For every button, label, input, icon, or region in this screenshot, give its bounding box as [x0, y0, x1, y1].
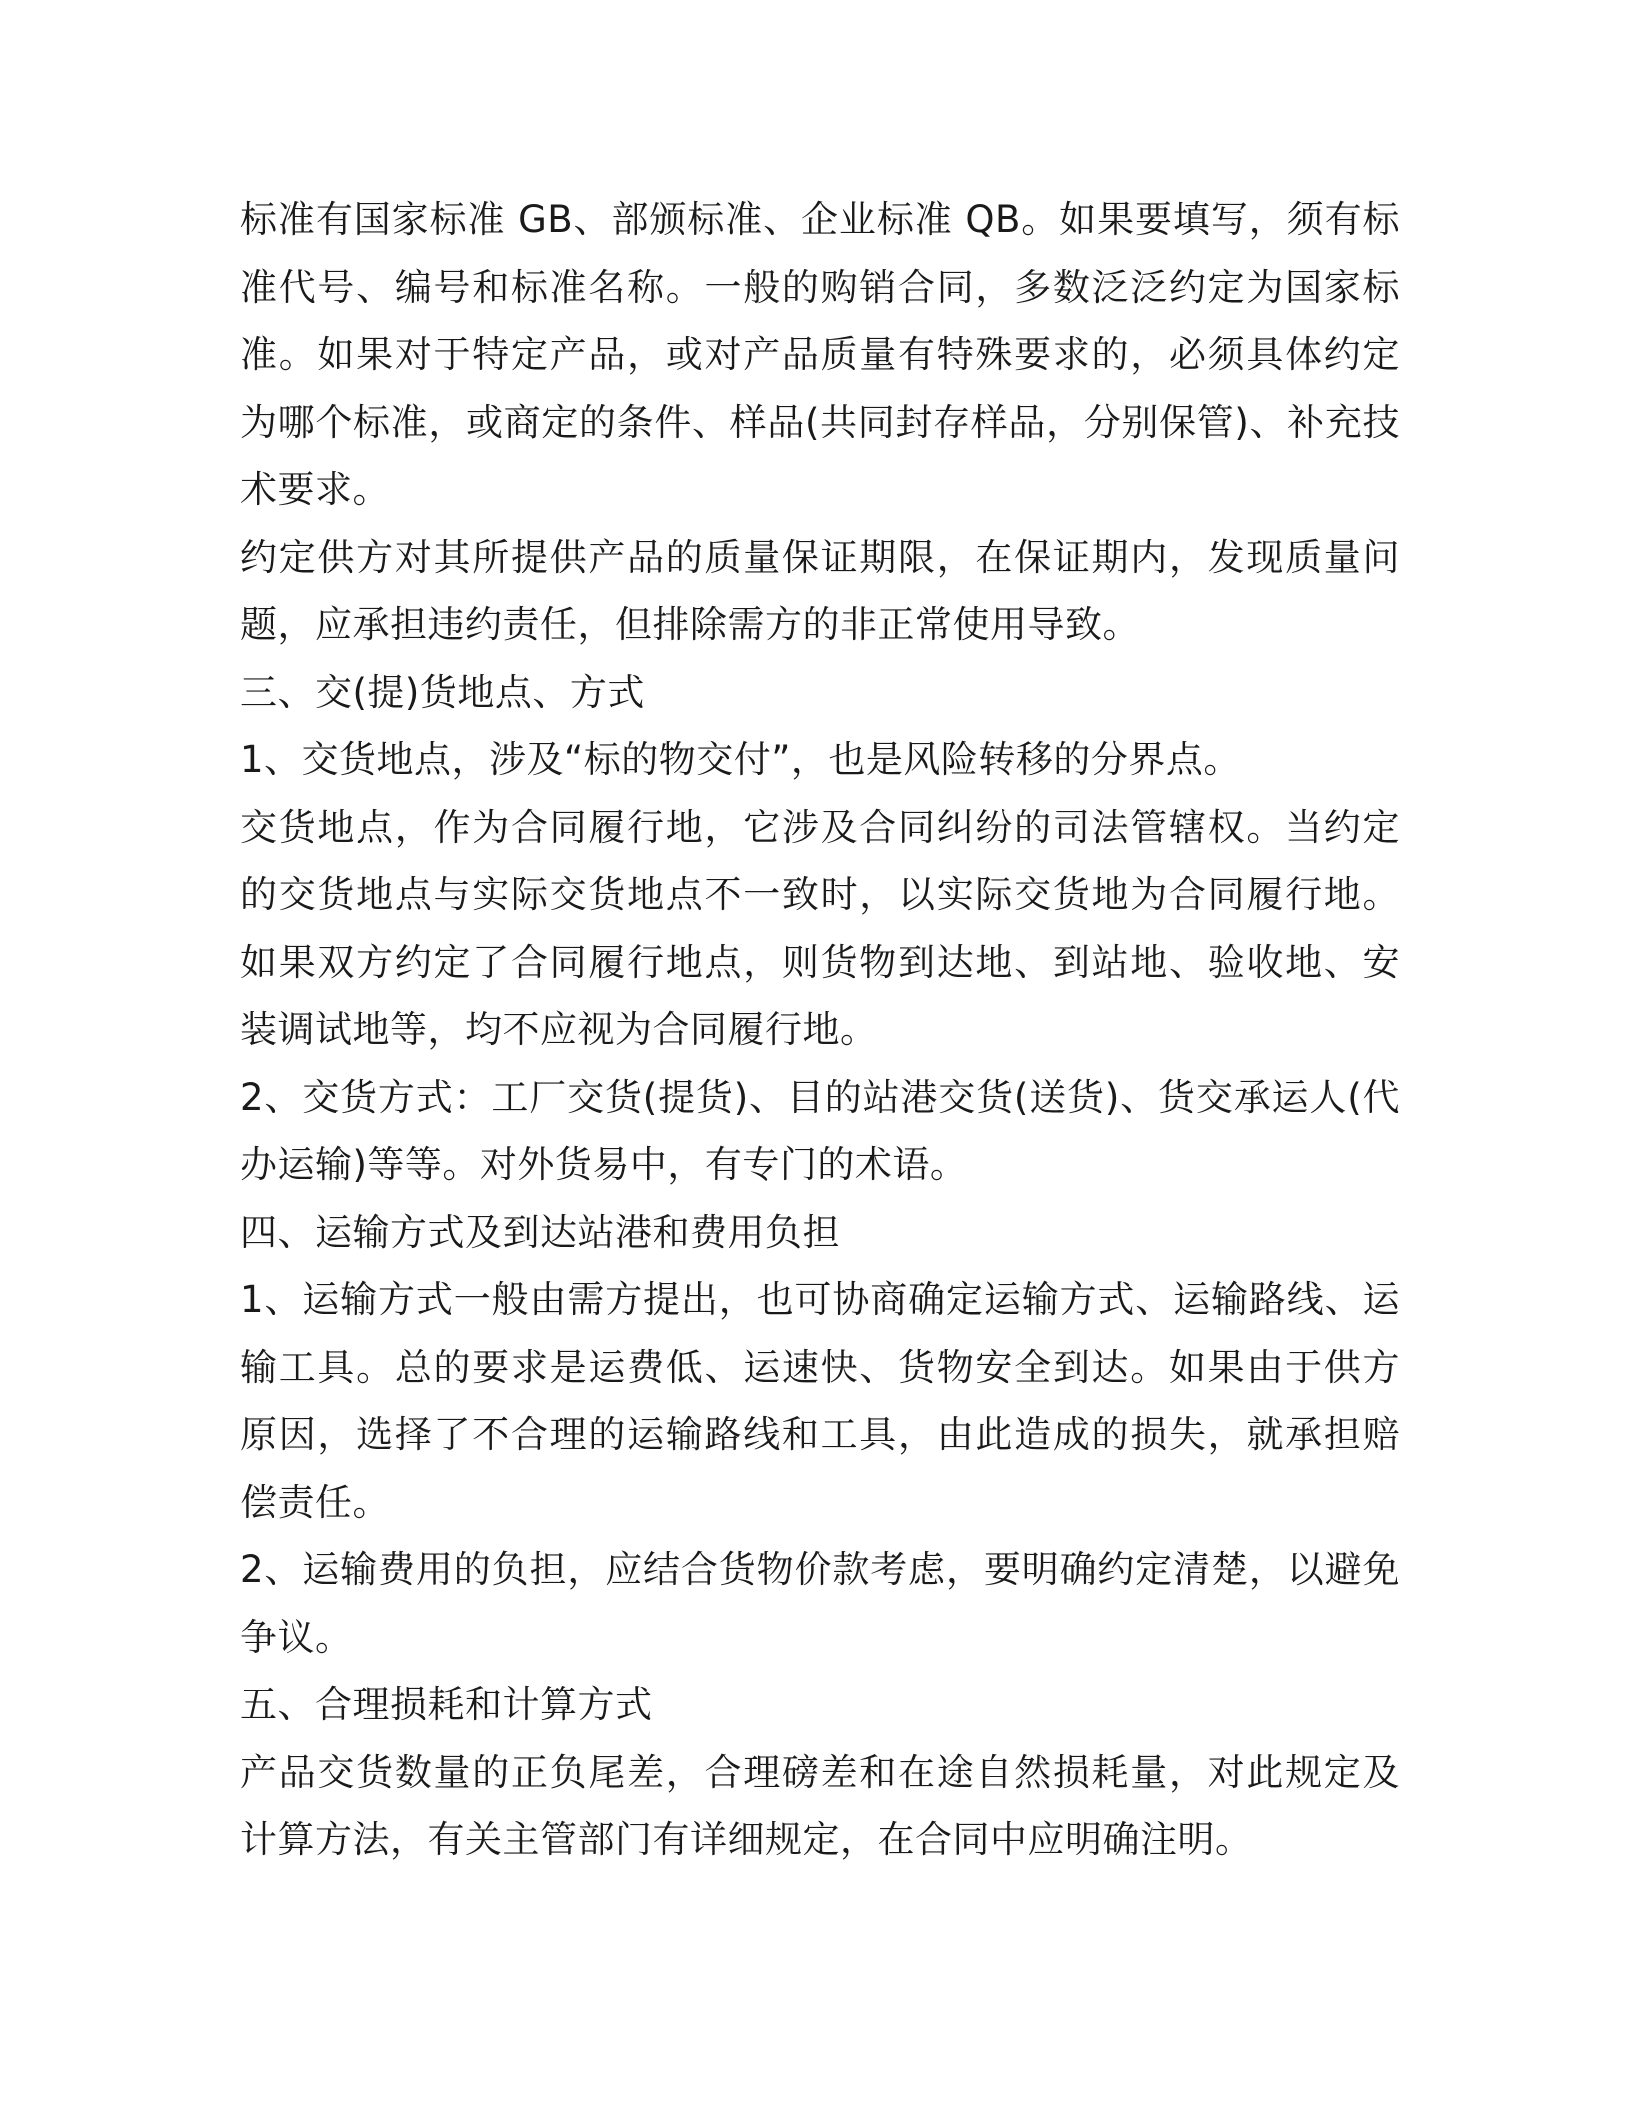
- document-body: [240, 186, 1400, 1874]
- paragraph-quality-standard: 标准有国家标准 GB、部颁标准、企业标准 QB。如果要填写，须有标准代号、编号和标准名称。一般的购销合同，多数泛泛约定为国家标准。如果对于特定产品，或对产品质量有特殊要求的，必须具体约定为哪个标准，或商定的条件、样品(共同封存样品，分别保管)、补充技术要求。: [240, 198, 1400, 511]
- section-heading-loss: 五、合理损耗和计算方式: [240, 1683, 653, 1726]
- paragraph-transport-cost: 2、运输费用的负担，应结合货物价款考虑，要明确约定清楚，以避免争议。: [240, 1548, 1400, 1659]
- paragraph-delivery-method: 2、交货方式：工厂交货(提货)、目的站港交货(送货)、货交承运人(代办运输)等等。对外货易中，有专门的术语。: [240, 1075, 1400, 1186]
- paragraph-warranty-period: 约定供方对其所提供产品的质量保证期限，在保证期内，发现质量问题，应承担违约责任，但排除需方的非正常使用导致。: [240, 535, 1400, 646]
- paragraph-delivery-place: 1、交货地点，涉及“标的物交付”，也是风险转移的分界点。: [240, 738, 1241, 781]
- section-heading-transport: 四、运输方式及到达站港和费用负担: [240, 1210, 840, 1254]
- paragraph-jurisdiction: 交货地点，作为合同履行地，它涉及合同纠纷的司法管辖权。当约定的交货地点与实际交货地点不一致时，以实际交货地为合同履行地。如果双方约定了合同履行地点，则货物到达地、到站地、验收地、安装调试地等，均不应视为合同履行地。: [240, 805, 1400, 1051]
- section-heading-delivery: 三、交(提)货地点、方式: [240, 670, 645, 714]
- paragraph-loss-calculation: 产品交货数量的正负尾差，合理磅差和在途自然损耗量，对此规定及计算方法，有关主管部门有详细规定，在合同中应明确注明。: [240, 1750, 1400, 1861]
- paragraph-transport-method: 1、运输方式一般由需方提出，也可协商确定运输方式、运输路线、运输工具。总的要求是运费低、运速快、货物安全到达。如果由于供方原因，选择了不合理的运输路线和工具，由此造成的损失，就承担赔偿责任。: [240, 1278, 1400, 1524]
